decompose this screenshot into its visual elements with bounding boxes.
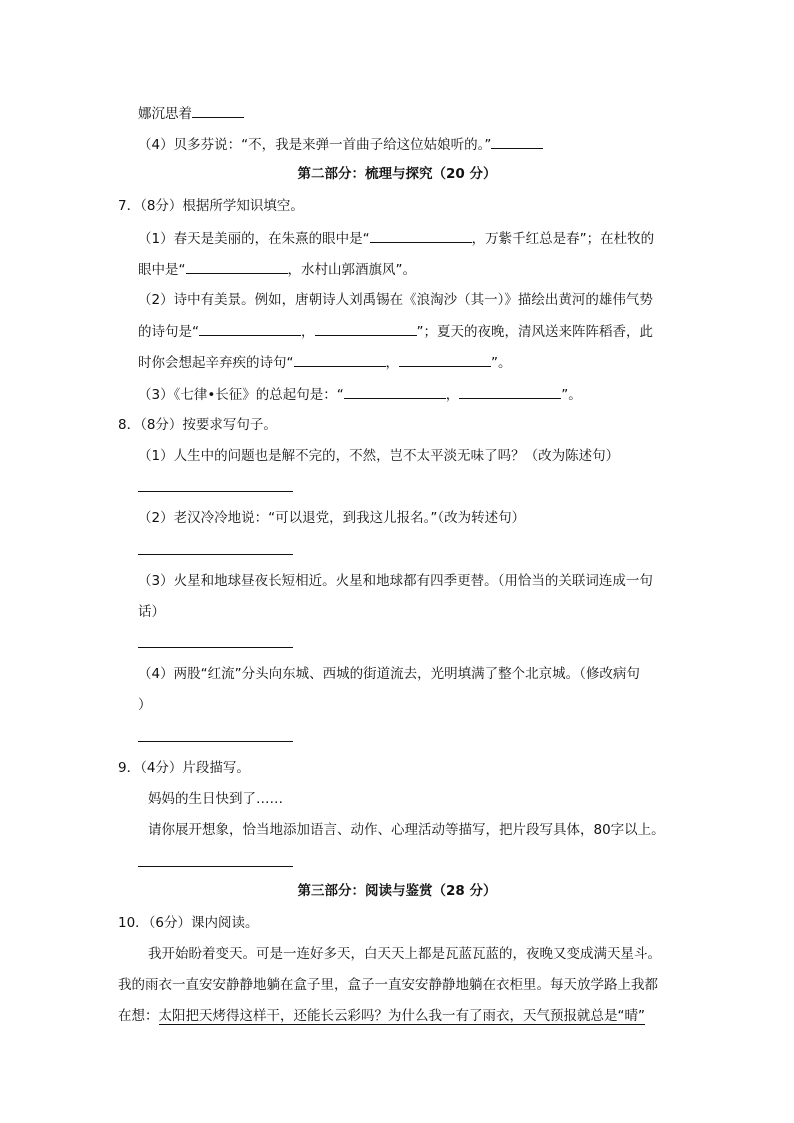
q7-part1-line2: 眼中是“ ，水村山郭酒旗风”。 <box>138 259 416 280</box>
q8-stem: 8．（8分）按要求写句子。 <box>118 417 277 433</box>
answer-blank[interactable] <box>315 321 417 336</box>
answer-blank[interactable] <box>192 103 244 118</box>
line-top-1: 娜沉思着 <box>138 103 244 124</box>
q8-sentence-3-line2: 话） <box>138 604 165 620</box>
q10-passage-line2: 我的雨衣一直安安静静地躺在盒子里，盒子一直安安静静地躺在衣柜里。每天放学路上我都 <box>118 977 658 993</box>
answer-blank[interactable] <box>199 321 301 336</box>
q8-sentence-2: （2）老汉冷冷地说：“可以退党，到我这儿报名。”（改为转述句） <box>138 510 526 526</box>
answer-blank[interactable] <box>294 352 386 367</box>
answer-line[interactable] <box>138 647 293 648</box>
q10-passage-line3: 在想：太阳把天烤得这样干，还能长云彩吗？为什么我一有了雨衣，天气预报就总是“晴” <box>118 1008 645 1024</box>
q7-part2-line1: （2）诗中有美景。例如，唐朝诗人刘禹锡在《浪淘沙（其一）》描绘出黄河的雄伟气势 <box>138 292 653 308</box>
q8-sentence-3-line1: （3）火星和地球昼夜长短相近。火星和地球都有四季更替。（用恰当的关联词连成一句 <box>138 573 653 589</box>
answer-blank[interactable] <box>344 384 446 399</box>
underlined-sentence: 太阳把天烤得这样干，还能长云彩吗？为什么我一有了雨衣，天气预报就总是“晴” <box>158 1008 645 1024</box>
answer-line[interactable] <box>138 491 293 492</box>
line-top-item4: （4）贝多芬说：“不，我是来弹一首曲子给这位姑娘听的。” <box>138 134 543 155</box>
q8-sentence-4-line2: ） <box>138 697 152 713</box>
q7-part2-line3: 时你会想起辛弃疾的诗句“ ， ”。 <box>138 352 512 373</box>
q9-requirement: 请你展开想象，恰当地添加语言、动作、心理活动等描写，把片段写具体，80字以上。 <box>148 822 665 838</box>
q10-passage-line1: 我开始盼着变天。可是一连好多天，白天天上都是瓦蓝瓦蓝的，夜晚又变成满天星斗。 <box>148 946 661 962</box>
section-heading-part2: 第二部分：梳理与探究（20 分） <box>297 166 497 182</box>
q7-part1-line1: （1）春天是美丽的，在朱熹的眼中是“ ，万紫千红总是春”；在杜牧的 <box>138 228 654 249</box>
section-heading-part3: 第三部分：阅读与鉴赏（28 分） <box>297 883 497 899</box>
q7-stem: 7．（8分）根据所学知识填空。 <box>118 198 304 214</box>
q8-sentence-4-line1: （4）两股“红流”分头向东城、西城的街道流去，光明填满了整个北京城。（修改病句 <box>138 666 640 682</box>
q7-part2-line2: 的诗句是“ ， ”；夏天的夜晚，清风送来阵阵稻香，此 <box>138 321 653 342</box>
q8-sentence-1: （1）人生中的问题也是解不完的，不然，岂不太平淡无味了吗？（改为陈述句） <box>138 448 620 464</box>
answer-blank[interactable] <box>399 352 491 367</box>
q9-prompt: 妈妈的生日快到了…… <box>148 791 283 807</box>
answer-line[interactable] <box>138 741 293 742</box>
answer-line[interactable] <box>138 866 293 867</box>
answer-blank[interactable] <box>459 384 561 399</box>
answer-blank[interactable] <box>370 228 472 243</box>
q7-part3: （3）《七律•长征》的总起句是：“ ， ”。 <box>138 384 582 405</box>
answer-blank[interactable] <box>186 259 288 274</box>
q10-stem: 10．（6分）课内阅读。 <box>118 915 259 931</box>
answer-blank[interactable] <box>491 134 543 149</box>
q9-stem: 9．（4分）片段描写。 <box>118 760 250 776</box>
answer-line[interactable] <box>138 554 293 555</box>
